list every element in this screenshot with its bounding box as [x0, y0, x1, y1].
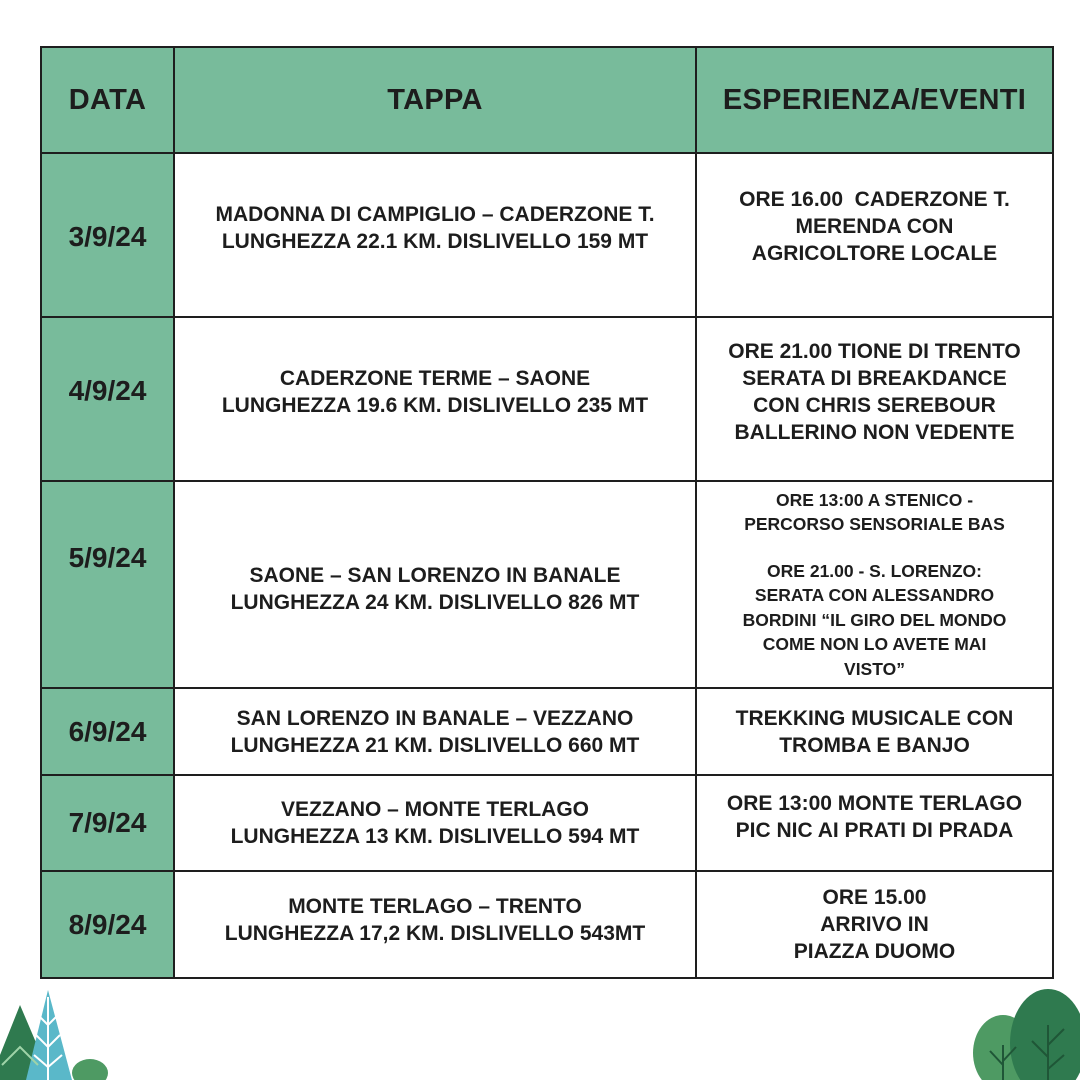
event-cell: [696, 481, 1053, 688]
event-line: SERATA CON ALESSANDRO: [754, 585, 995, 606]
date-cell: 5/9/24: [41, 481, 174, 688]
event-line: MERENDA CON: [795, 214, 954, 238]
stage-route: SAONE – SAN LORENZO IN BANALE: [249, 563, 621, 587]
stage-route: MONTE TERLAGO – TRENTO: [288, 894, 582, 918]
date-cell: 7/9/24: [41, 775, 174, 871]
stage-cell: [174, 481, 696, 688]
tree-icon: [0, 985, 110, 1080]
event-line: ORE 16.00 CADERZONE T.: [739, 187, 1010, 211]
table-row: [41, 153, 1053, 317]
stage-stats: LUNGHEZZA 21 KM. DISLIVELLO 660 MT: [230, 733, 640, 757]
header-row: [41, 47, 1053, 153]
stage-cell: [174, 688, 696, 775]
stage-stats: LUNGHEZZA 24 KM. DISLIVELLO 826 MT: [230, 590, 640, 614]
table-row: [41, 317, 1053, 481]
event-line: BORDINI “IL GIRO DEL MONDO: [742, 609, 1007, 630]
stage-cell: [174, 871, 696, 978]
date-cell: 4/9/24: [41, 317, 174, 481]
date-cell: 6/9/24: [41, 688, 174, 775]
event-line: ORE 13:00 MONTE TERLAGO: [726, 792, 1023, 815]
table-row: [41, 775, 1053, 871]
event-cell: [696, 688, 1053, 775]
event-line: TREKKING MUSICALE CON: [735, 706, 1014, 730]
table-row: [41, 688, 1053, 775]
table-row: [41, 871, 1053, 978]
tree-icon: [968, 985, 1080, 1080]
schedule-table: [40, 46, 1054, 979]
event-line: VISTO”: [844, 658, 905, 679]
stage-stats: LUNGHEZZA 22.1 KM. DISLIVELLO 159 MT: [221, 230, 649, 253]
stage-stats: LUNGHEZZA 17,2 KM. DISLIVELLO 543MT: [224, 921, 646, 945]
event-line: ORE 13:00 A STENICO -: [775, 489, 974, 510]
date-cell: 8/9/24: [41, 871, 174, 978]
event-line: BALLERINO NON VEDENTE: [734, 421, 1015, 444]
header-events: ESPERIENZA/EVENTI: [696, 47, 1053, 153]
stage-route: CADERZONE TERME – SAONE: [279, 367, 591, 390]
stage-route: MADONNA DI CAMPIGLIO – CADERZONE T.: [215, 203, 655, 226]
stage-route: VEZZANO – MONTE TERLAGO: [280, 798, 589, 821]
event-line: TROMBA E BANJO: [779, 733, 970, 757]
event-cell: [696, 317, 1053, 481]
event-line: AGRICOLTORE LOCALE: [751, 241, 998, 265]
event-line: SERATA DI BREAKDANCE: [742, 367, 1007, 390]
header-date: DATA: [41, 47, 174, 153]
event-line: PERCORSO SENSORIALE BAS: [744, 514, 1005, 535]
stage-stats: LUNGHEZZA 13 KM. DISLIVELLO 594 MT: [230, 825, 640, 848]
event-line: ORE 15.00: [822, 886, 927, 909]
event-spacer: [703, 537, 1046, 559]
event-line: ARRIVO IN: [820, 913, 929, 936]
stage-route: SAN LORENZO IN BANALE – VEZZANO: [236, 706, 634, 730]
event-line: COME NON LO AVETE MAI: [762, 634, 987, 655]
event-cell: [696, 153, 1053, 317]
header-stage: TAPPA: [174, 47, 696, 153]
event-line: ORE 21.00 - S. LORENZO:: [767, 560, 982, 581]
table-row: [41, 481, 1053, 688]
stage-cell: [174, 153, 696, 317]
event-cell: [696, 775, 1053, 871]
date-cell: 3/9/24: [41, 153, 174, 317]
event-line: PIAZZA DUOMO: [793, 940, 956, 963]
event-cell: [696, 871, 1053, 978]
event-line: PIC NIC AI PRATI DI PRADA: [735, 819, 1014, 842]
event-line: CON CHRIS SEREBOUR: [753, 394, 996, 417]
stage-cell: [174, 317, 696, 481]
event-line: ORE 21.00 TIONE DI TRENTO: [728, 340, 1021, 363]
stage-stats: LUNGHEZZA 19.6 KM. DISLIVELLO 235 MT: [221, 394, 649, 417]
stage-cell: [174, 775, 696, 871]
